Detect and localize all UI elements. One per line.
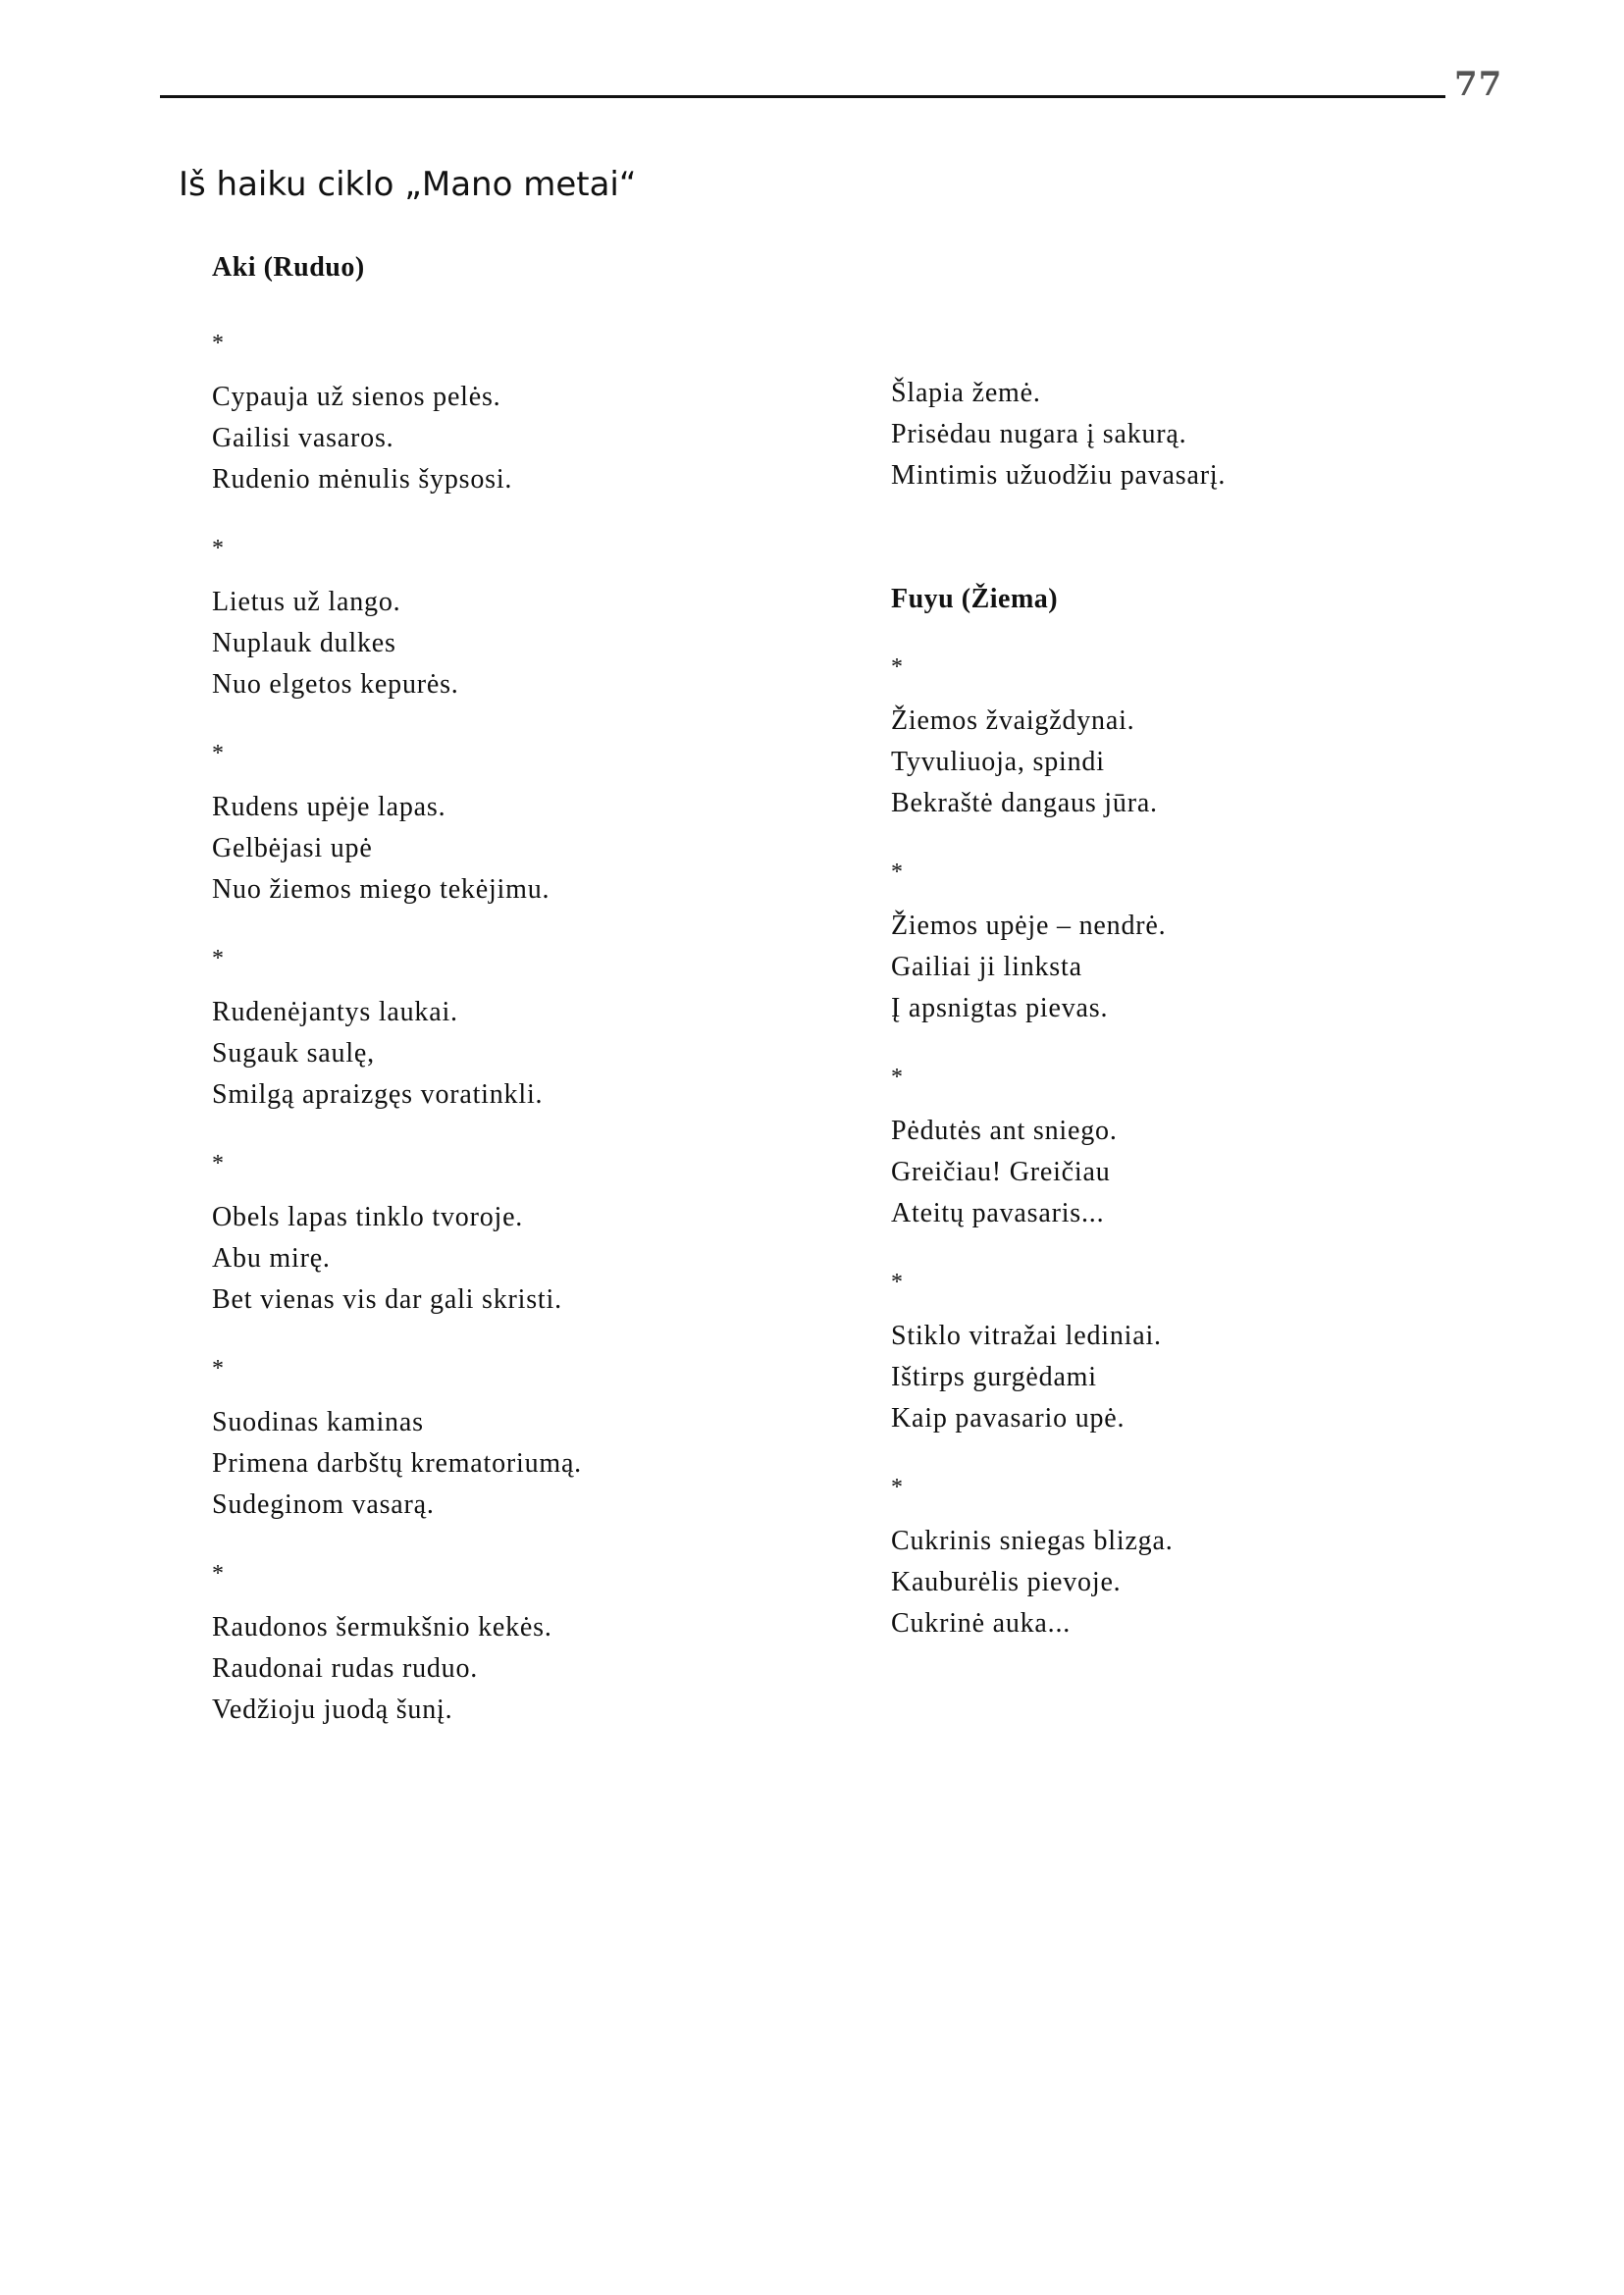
poem-separator-star: *	[891, 860, 903, 885]
section-heading-winter: Fuyu (Žiema)	[891, 584, 1059, 614]
poem-line: Vedžioju juodą šunį.	[212, 1695, 453, 1725]
poem-line: Bekraštė dangaus jūra.	[891, 788, 1158, 818]
poem	[891, 852, 1558, 1029]
poem-separator-star: *	[212, 946, 224, 971]
poem-line: Mintimis užuodžiu pavasarį.	[891, 460, 1227, 491]
page-number: 77	[1454, 65, 1503, 104]
poem	[891, 1262, 1558, 1439]
poem	[891, 1057, 1558, 1234]
poem-line: Rudens upėje lapas.	[212, 792, 446, 822]
page-title: Iš haiku ciklo „Mano metai“	[179, 165, 637, 204]
poem	[891, 1467, 1558, 1644]
poem-line: Ateitų pavasaris...	[891, 1198, 1105, 1228]
poem-separator-star: *	[212, 1151, 224, 1176]
poem	[212, 323, 879, 500]
poem-line: Obels lapas tinklo tvoroje.	[212, 1202, 524, 1232]
poem-separator-star: *	[212, 741, 224, 766]
poem-line: Raudonai rudas ruduo.	[212, 1653, 479, 1684]
left-poems-list	[212, 323, 879, 1731]
poem-line: Ištirps gurgėdami	[891, 1362, 1097, 1392]
poem-line: Raudonos šermukšnio kekės.	[212, 1612, 552, 1643]
poem	[212, 1553, 879, 1731]
poem-line: Abu mirę.	[212, 1243, 331, 1274]
poem-line: Šlapia žemė.	[891, 378, 1041, 408]
poem-line: Primena darbštų krematoriumą.	[212, 1448, 582, 1479]
right-poems-list	[891, 647, 1558, 1644]
poem-separator-star: *	[891, 1065, 903, 1090]
poem-line: Stiklo vitražai lediniai.	[891, 1321, 1162, 1351]
poem	[891, 373, 1558, 496]
poem-line: Kauburėlis pievoje.	[891, 1567, 1122, 1597]
right-column	[891, 373, 1558, 1672]
poem-line: Sudeginom vasarą.	[212, 1489, 435, 1520]
poem-line: Nuplauk dulkes	[212, 628, 396, 658]
poem-line: Lietus už lango.	[212, 587, 401, 617]
section-heading-autumn: Aki (Ruduo)	[212, 252, 365, 283]
poem-line: Rudenėjantys laukai.	[212, 997, 458, 1027]
poem-line: Greičiau! Greičiau	[891, 1157, 1111, 1187]
left-column	[212, 247, 879, 1758]
poem-line: Žiemos upėje – nendrė.	[891, 911, 1167, 941]
poem-separator-star: *	[212, 536, 224, 561]
poem-separator-star: *	[891, 654, 903, 680]
header-rule	[160, 95, 1445, 98]
poem-line: Į apsnigtas pievas.	[891, 993, 1109, 1023]
poem	[891, 647, 1558, 824]
poem-line: Žiemos žvaigždynai.	[891, 705, 1135, 736]
poem-separator-star: *	[212, 1561, 224, 1587]
poem-line: Bet vienas vis dar gali skristi.	[212, 1284, 562, 1315]
poem	[212, 733, 879, 911]
poem-line: Nuo žiemos miego tekėjimu.	[212, 874, 550, 905]
poem-line: Suodinas kaminas	[212, 1407, 424, 1437]
poem-separator-star: *	[212, 331, 224, 356]
poem-line: Tyvuliuoja, spindi	[891, 747, 1105, 777]
poem	[212, 1348, 879, 1526]
poem	[212, 528, 879, 705]
poem	[212, 938, 879, 1116]
poem-line: Gailisi vasaros.	[212, 423, 394, 453]
poem-line: Cukrinė auka...	[891, 1608, 1072, 1639]
poem-line: Cukrinis sniegas blizga.	[891, 1526, 1174, 1556]
poem-line: Kaip pavasario upė.	[891, 1403, 1126, 1434]
poem-line: Sugauk saulę,	[212, 1038, 375, 1069]
poem-line: Cypauja už sienos pelės.	[212, 382, 501, 412]
poem	[212, 1143, 879, 1321]
poem-line: Nuo elgetos kepurės.	[212, 669, 459, 700]
poem-line: Pėdutės ant sniego.	[891, 1116, 1118, 1146]
poem-line: Rudenio mėnulis šypsosi.	[212, 464, 513, 495]
poem-line: Smilgą apraizgęs voratinkli.	[212, 1079, 544, 1110]
poem-separator-star: *	[212, 1356, 224, 1382]
poem-line: Gelbėjasi upė	[212, 833, 373, 863]
poem-separator-star: *	[891, 1475, 903, 1500]
poem-separator-star: *	[891, 1270, 903, 1295]
poem-line: Gailiai ji linksta	[891, 952, 1082, 982]
poem-line: Prisėdau nugara į sakurą.	[891, 419, 1187, 449]
